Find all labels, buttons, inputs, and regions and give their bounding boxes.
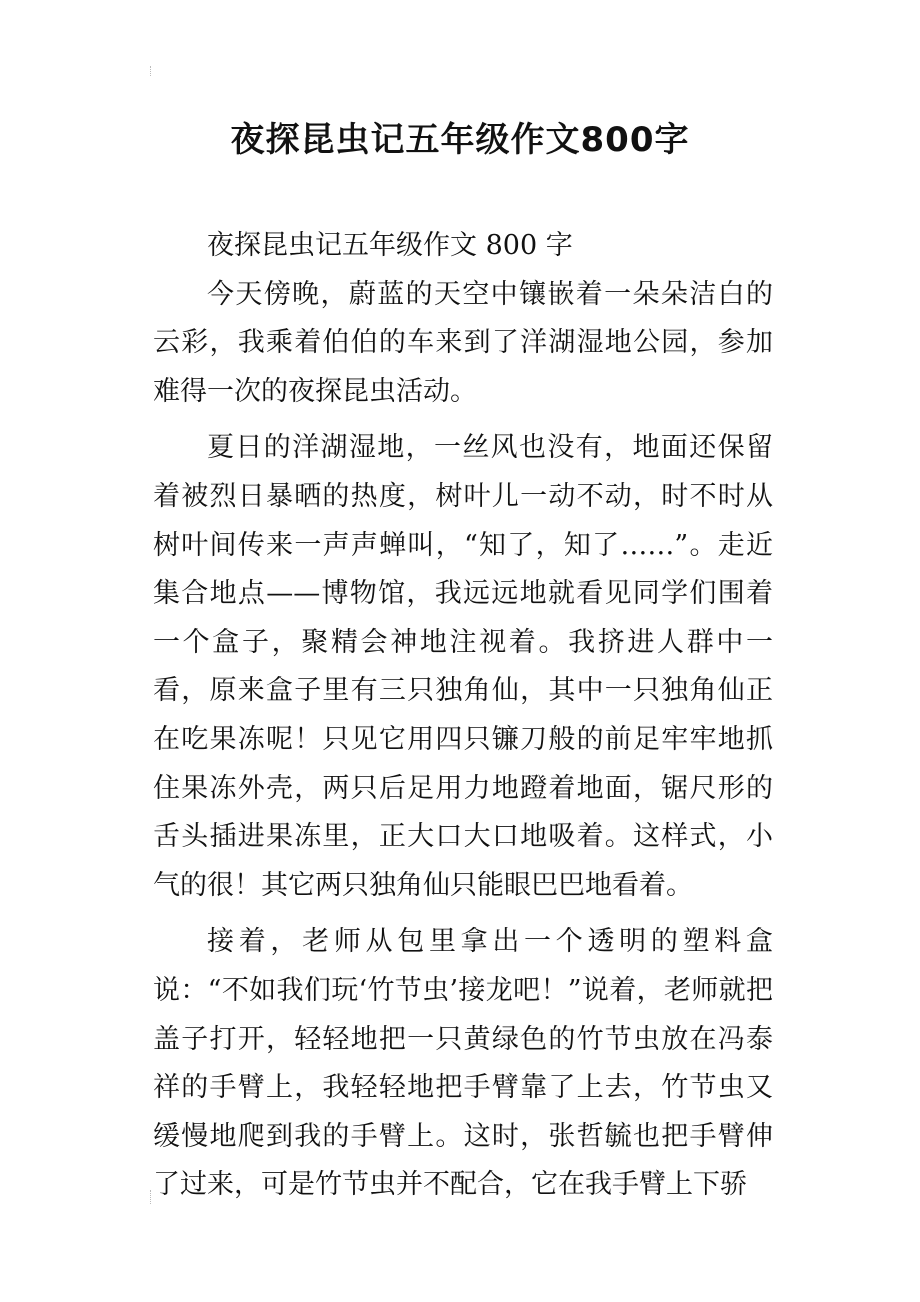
document-title: 夜探昆虫记五年级作文800字 bbox=[230, 120, 690, 160]
document-body bbox=[153, 222, 773, 1218]
paragraph: 夏日的洋湖湿地，一丝风也没有，地面还保留着被烈日暴晒的热度，树叶儿一动不动，时不时从树叶间传来一声声蝉叫，“知了，知了……”。走近集合地点——博物馆，我远远地就看见同学们围着一个盒子，聚精会神地注视着。我挤进人群中一看，原来盒子里有三只独角仙，其中一只独角仙正在吃果冻呢！只见它用四只镰刀般的前足牢牢地抓住果冻外壳，两只后足用力地蹬着地面，锯尺形的舌头插进果冻里，正大口大口地吸着。这样式，小气的很！其它两只独角仙只能眼巴巴地看着。 bbox=[153, 432, 773, 901]
paragraph: 接着，老师从包里拿出一个透明的塑料盒说：“不如我们玩‘竹节虫’接龙吧！”说着，老师就把盖子打开，轻轻地把一只黄绿色的竹节虫放在冯泰祥的手臂上，我轻轻地把手臂靠了上去，竹节虫又缓慢地爬到我的手臂上。这时，张哲毓也把手臂伸了过来，可是竹节虫并不配合，它在我手臂上下骄 bbox=[153, 926, 773, 1201]
paragraph: 今天傍晚，蔚蓝的天空中镶嵌着一朵朵洁白的云彩，我乘着伯伯的车来到了洋湖湿地公园，参加难得一次的夜探昆虫活动。 bbox=[153, 278, 773, 407]
crop-mark bbox=[150, 66, 157, 76]
document-subtitle: 夜探昆虫记五年级作文 800 字 bbox=[207, 230, 573, 261]
crop-mark bbox=[150, 1190, 157, 1204]
